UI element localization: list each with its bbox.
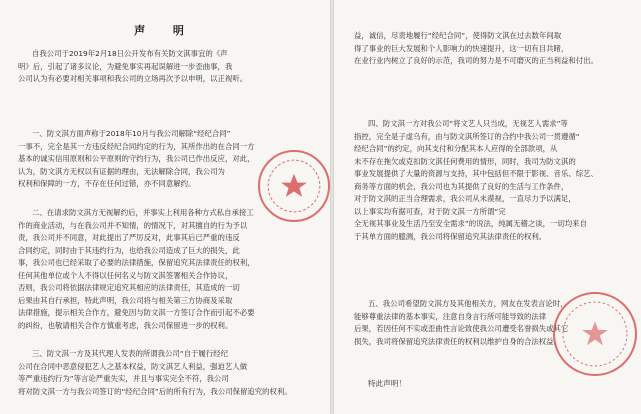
text-line: 法律措施，提示相关合作方，避免因与防文淇一方签订合作而引起不必要 [18, 308, 255, 317]
text-line: 自我公司于2019年2月18日公开发布有关防文淇事宜的《声 [32, 49, 228, 58]
paragraph-continued [354, 30, 636, 68]
paragraph-intro [18, 48, 322, 86]
seal-star-icon [555, 294, 635, 374]
company-seal-left [258, 148, 330, 224]
text-line: 指控，完全是子虚乌有，由与防文淇所签订的合约中我公司一贯遵循“ [354, 131, 580, 141]
text-line: 公司认为有必要对相关事项和我公司的立场再次予以申明，以正视听。 [18, 74, 248, 83]
page-title: 声 明 [134, 24, 196, 37]
text-line: 商务等方面的机会，我公司也为其提供了良好的生活与工作条件， [354, 181, 569, 191]
company-seal-right [553, 292, 637, 376]
text-line: 公司在合同中恶意侵犯艺人之基本权益，防文淇艺人利益，强迫艺人做 [18, 361, 248, 371]
text-line: 的纠纷，也敬请相关合作方慎重考虑，我公司保留进一步的权利。 [18, 320, 233, 330]
text-line: 任何其他单位或个人不得以任何名义与防文淇签署相关合作协议， [18, 270, 233, 280]
seal-star-icon [260, 152, 328, 220]
text-line: 能够尊重法律的基本事实，注意自身言行所可能导致的法律 [354, 311, 547, 321]
text-line: 权利和保障的一方，不存在任何过错，亦不同意解约。 [18, 179, 196, 188]
closing-statement: 特此声明！ [368, 379, 406, 388]
text-line: 责，我公司并不同意，对此提出了严厉反对，此事其后已严重的违反 [18, 233, 240, 242]
text-line: 认为，防文淇方无权以有证据的理由，无法解除合同，我公司为 [18, 166, 225, 176]
text-line: 等严重违约行为”等言论严重失实，并且与事实完全不符，我公司 [18, 374, 229, 383]
text-line: 未不存在拖欠或克扣防文淇任何费用的情形，同时，我司为防文淇的 [354, 156, 576, 166]
text-line: 在业行业内树立了良好的示范，我司的努力是不可磨灭的正当利益和付出。 [354, 56, 598, 65]
paragraph-three [18, 348, 322, 398]
paragraph-four [354, 118, 636, 243]
text-line: 三、防文淇一方及其代理人发表的所谓我公司“自于履行经纪 [32, 349, 228, 358]
text-line: 损失，我司将保留追究法律责任的权利以维护自身的合法权益。 [354, 336, 561, 346]
text-line: 明》后，引起了诸多议论，为避免事实再起误解进一步歪曲事，我 [18, 61, 233, 71]
text-line: 以上事实均有据可查，对于防文淇一方所谓“完 [354, 206, 506, 216]
text-line: 事，我公司也已经采取了必要的法律措施，保留追究其法律责任的权利， [18, 258, 255, 267]
text-line: 四、防文淇一方对我公司“将文艺人只当成，无视艺人需求”等 [368, 119, 568, 128]
text-line: 基本的诚实信用原则和公平原则的守约行为，我公司已作出反应，对此， [18, 154, 255, 163]
text-line: 作的商业活动，与在我公司并不知情，的情况下，对其擅自的行为予以 [18, 220, 248, 230]
text-line: 全无视其事业及生活乃至安全需求”的说法，纯属无稽之谈，一切均来自 [354, 219, 587, 228]
text-line: 二、在请求防文淇方无视解约后，并事实上利用各种方式私自承接工 [32, 208, 254, 217]
statement-page-right [334, 0, 641, 414]
text-line: 后果由其自行承担，特此声明，我公司将与相关第三方协商及采取 [18, 295, 233, 305]
text-line: 经纪合同”的约定，向其支付和分配其本人应得的全部款项，从 [354, 144, 558, 153]
text-line: 益，诚信，尽责地履行“经纪合同”，使得防文淇在过去数年间取 [354, 31, 562, 40]
text-line: 事业发展提供了大量的资源与支持，其中包括但不限于影视、音乐、综艺、 [354, 169, 598, 178]
text-line: 于其单方面的臆测，我公司将保留追究其法律责任的权利。 [354, 231, 547, 241]
text-line: 一、防文淇方面声称于2018年10月与我公司解除“经纪合同” [32, 129, 231, 138]
text-line: 一事不，完全是其一方违反经纪合同约定的行为，其所作出的在合同一方 [18, 141, 255, 151]
text-line: 对于防文淇的正当合理需求，我公司从未漠视，一直尽力予以满足， [354, 194, 576, 203]
text-line: 否则，我公司将依据法律规定追究其相应的法律责任，其造成的一切 [18, 283, 240, 292]
text-line: 后果，若因任何不实或歪曲性言论致使我公司遭受名誉损失或其它 [354, 324, 569, 333]
text-line: 得了事业的巨大发展和个人影响力的快速提升，这一切有目共睹， [354, 43, 569, 53]
paragraph-two [18, 207, 322, 332]
text-line: 五、我公司希望防文淇方及其他相关方，网友在发表言论时， [368, 299, 568, 308]
text-line: 合同约定，同时由于其违约行为，也给我公司造成了巨大的损失，此 [18, 245, 240, 255]
text-line: 将对防文淇一方与我公司签订的“经纪合同”后的所有行为，我公司保留追究的权利。 [18, 386, 292, 396]
